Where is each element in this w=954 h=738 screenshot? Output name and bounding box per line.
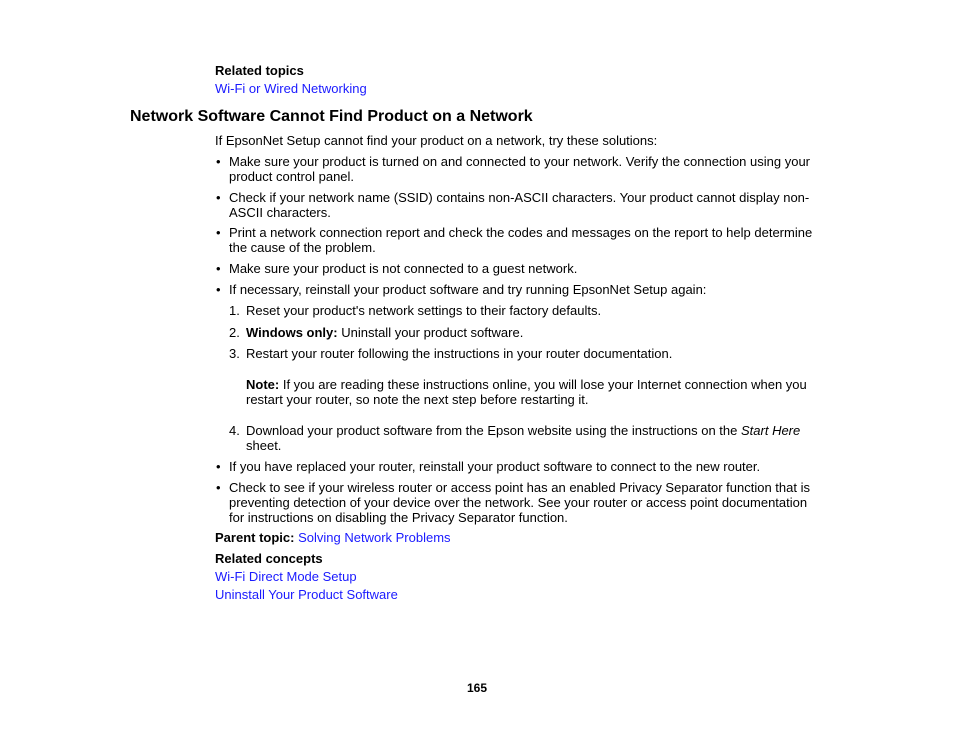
parent-topic: Parent topic: Solving Network Problems (215, 530, 451, 545)
step-number: 2. (229, 325, 240, 340)
bullet-item-5: If necessary, reinstall your product software and try running EpsonNet Setup again: (229, 282, 707, 297)
step-1: Reset your product's network settings to their factory defaults. (246, 303, 602, 318)
bullet-marker: • (216, 225, 221, 240)
page-number: 165 (466, 681, 488, 695)
bullet-item-1: Make sure your product is turned on and connected to your network. Verify the connection using your product control panel. (229, 154, 811, 184)
step-2: Windows only: Uninstall your product software. (246, 325, 524, 340)
bullet-item-2: Check if your network name (SSID) contains non-ASCII characters. Your product cannot display non- ASCII characters. (229, 190, 810, 220)
bullet-marker: • (216, 480, 221, 495)
bullet-item-6: If you have replaced your router, reinstall your product software to connect to the new router. (229, 459, 761, 474)
step-4: Download your product software from the Epson website using the instructions on the Start Here sheet. (246, 423, 801, 453)
step-number: 3. (229, 346, 240, 361)
related-topics-heading: Related topics (215, 63, 304, 78)
bullet-item-3: Print a network connection report and check the codes and messages on the report to help determine the cause of the problem. (229, 225, 813, 255)
bullet-item-4: Make sure your product is not connected to a guest network. (229, 261, 578, 276)
related-concepts-heading: Related concepts (215, 551, 323, 566)
link-wifi-or-wired-networking[interactable]: Wi-Fi or Wired Networking (215, 81, 367, 96)
link-uninstall-your-product-software[interactable]: Uninstall Your Product Software (215, 587, 398, 602)
note: Note: If you are reading these instructions online, you will lose your Internet connection when you restart your router, so note the next step before restarting it. (246, 377, 807, 407)
step-number: 4. (229, 423, 240, 438)
link-wifi-direct-mode-setup[interactable]: Wi-Fi Direct Mode Setup (215, 569, 357, 584)
bullet-item-7: Check to see if your wireless router or access point has an enabled Privacy Separator function that is preventing detection of your device over the network. See your router or access point documentation for instructions on disabling the Privacy Separator function. (229, 480, 810, 525)
step-number: 1. (229, 303, 240, 318)
section-title: Network Software Cannot Find Product on a Network (130, 108, 533, 125)
link-solving-network-problems[interactable]: Solving Network Problems (298, 530, 451, 545)
bullet-marker: • (216, 154, 221, 169)
section-intro: If EpsonNet Setup cannot find your product on a network, try these solutions: (215, 133, 658, 148)
bullet-marker: • (216, 282, 221, 297)
bullet-marker: • (216, 190, 221, 205)
step-3: Restart your router following the instructions in your router documentation. (246, 346, 673, 361)
bullet-marker: • (216, 261, 221, 276)
bullet-marker: • (216, 459, 221, 474)
